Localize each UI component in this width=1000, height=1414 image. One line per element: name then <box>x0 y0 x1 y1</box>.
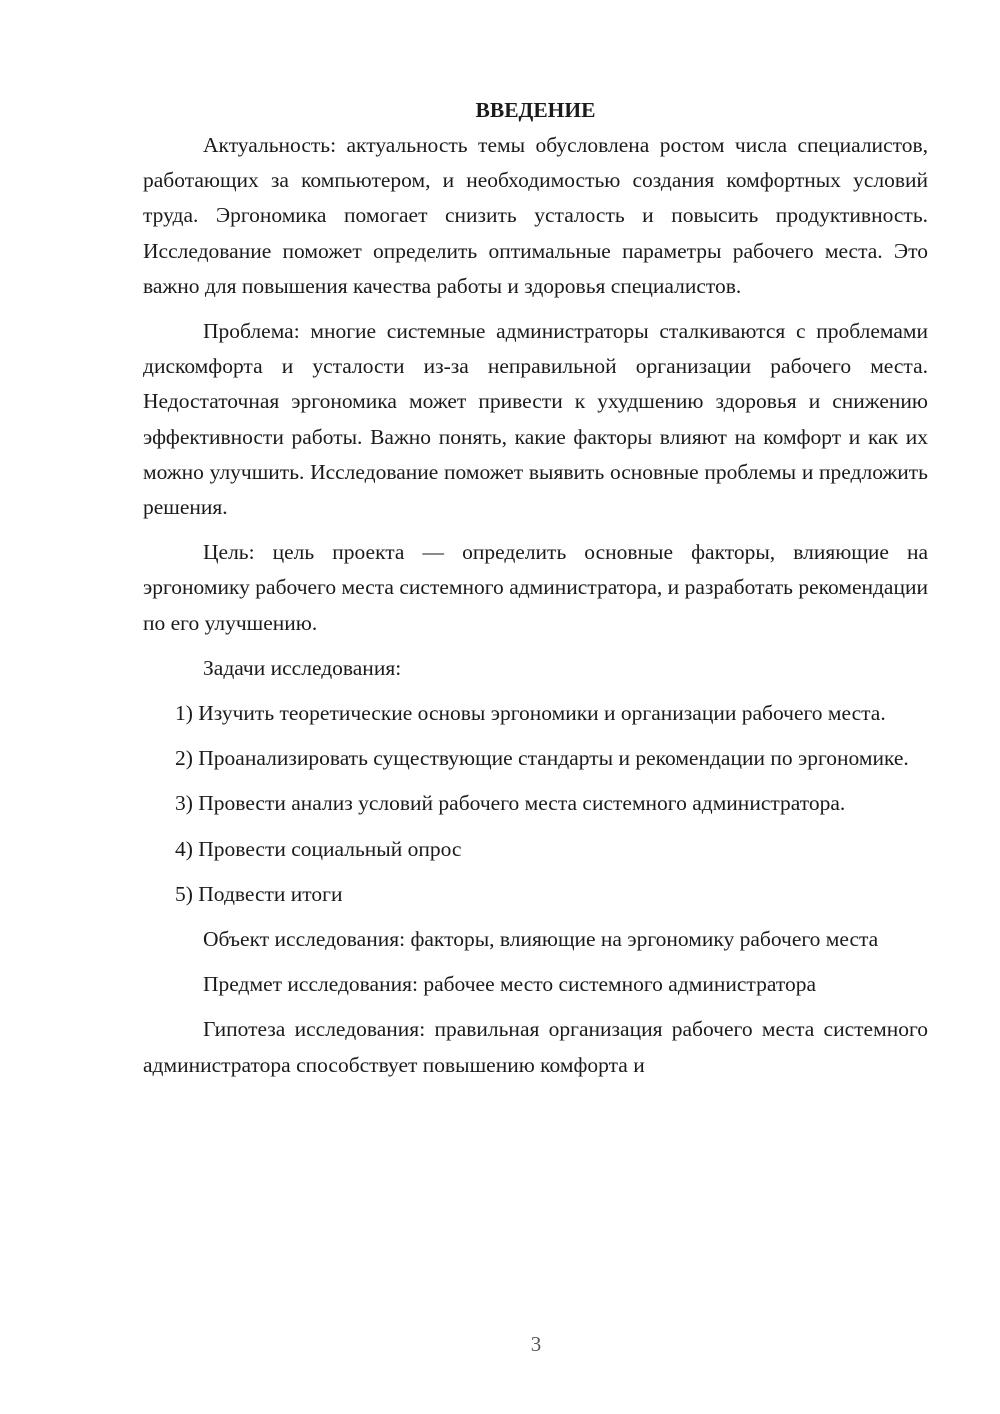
document-body <box>143 93 928 1093</box>
paragraph-goal: Цель: цель проекта — определить основные факторы, влияющие на эргономику рабочего места системного администратора, и разработать рекомендации по его улучшению. <box>143 540 928 635</box>
task-item-4: 4) Провести социальный опрос <box>175 836 462 861</box>
paragraph-object: Объект исследования: факторы, влияющие на эргономику рабочего места <box>203 927 879 952</box>
task-item-2: 2) Проанализировать существующие стандарты и рекомендации по эргономике. <box>175 746 909 771</box>
task-item-3: 3) Провести анализ условий рабочего места системного администратора. <box>175 791 846 816</box>
section-heading: ВВЕДЕНИЕ <box>475 98 596 122</box>
paragraph-subject: Предмет исследования: рабочее место системного администратора <box>203 972 816 997</box>
page-number: 3 <box>530 1332 542 1356</box>
paragraph-problem: Проблема: многие системные администраторы сталкиваются с проблемами дискомфорта и усталости из-за неправильной организации рабочего места. Недостаточная эргономика может привести к ухудшению здоровья и снижению эффективности работы. Важно понять, какие факторы влияют на комфорт и как их можно улучшить. Исследование поможет выявить основные проблемы и предложить решения. <box>143 319 928 520</box>
task-item-1: 1) Изучить теоретические основы эргономики и организации рабочего места. <box>175 701 886 726</box>
task-item-5: 5) Подвести итоги <box>175 881 343 906</box>
paragraph-hypothesis: Гипотеза исследования: правильная организация рабочего места системного администратора способствует повышению комфорта и <box>143 1017 928 1077</box>
paragraph-tasks-title: Задачи исследования: <box>203 655 402 680</box>
paragraph-relevance: Актуальность: актуальность темы обусловлена ростом числа специалистов, работающих за компьютером, и необходимостью создания комфортных условий труда. Эргономика помогает снизить усталость и повысить продуктивность. Исследование поможет определить оптимальные параметры рабочего места. Это важно для повышения качества работы и здоровья специалистов. <box>143 133 928 298</box>
